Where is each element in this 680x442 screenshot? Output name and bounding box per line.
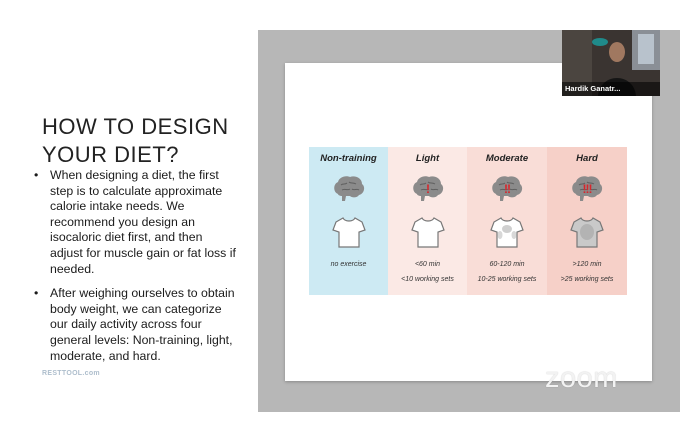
soaked-tshirt-icon: [570, 215, 604, 249]
intensity-marks: !: [426, 182, 429, 196]
level-column-light: [388, 147, 467, 295]
watermark-logo: RESTTOOL.com: [42, 370, 100, 377]
level-header: Non-training: [320, 153, 377, 164]
bullet-item: [32, 168, 237, 277]
level-header: Hard: [576, 153, 598, 164]
level-header: Light: [415, 153, 440, 164]
tshirt-icon: [332, 215, 366, 249]
level-column-moderate: [467, 147, 547, 295]
bullet-item: [32, 286, 237, 364]
bullet-dot: •: [34, 286, 39, 301]
activity-levels-figure: [285, 63, 652, 381]
sets-label: <10 working sets: [401, 276, 454, 283]
slide-title: [42, 113, 252, 169]
level-column-non-training: [309, 147, 388, 295]
duration-label: 60-120 min: [489, 261, 525, 268]
sets-label: 10-25 working sets: [477, 276, 537, 283]
sweaty-tshirt-icon: [490, 215, 524, 249]
level-header: Moderate: [485, 153, 529, 164]
duration-label: >120 min: [572, 261, 602, 268]
tshirt-icon: [411, 215, 445, 249]
duration-label: no exercise: [330, 261, 367, 268]
bullet-text: When designing a diet, the first step is to calculate approximate calorie intake needs. We recommend you design an isocaloric diet first, and then adjust for muscle gain or fat loss if needed.: [50, 168, 236, 276]
zoom-logo-watermark: zoom: [545, 362, 618, 394]
brain-icon: [332, 174, 366, 204]
slide-title-line2: YOUR DIET?: [42, 142, 180, 167]
sets-label: >25 working sets: [560, 276, 614, 283]
top-letterbox: [0, 0, 680, 30]
participant-video-tile[interactable]: [562, 30, 660, 96]
participant-name-label: Hardik Ganatr...: [562, 82, 660, 96]
intensity-marks: !!: [504, 182, 510, 196]
bottom-letterbox: [0, 412, 680, 442]
slide-title-line1: HOW TO DESIGN: [42, 114, 229, 139]
intensity-marks: !!!: [582, 182, 592, 196]
bullet-text: After weighing ourselves to obtain body weight, we can categorize our daily activity across four general levels: Non-training, light, moderate, and hard.: [50, 286, 235, 363]
level-column-hard: [547, 147, 627, 295]
duration-label: <60 min: [414, 261, 441, 268]
slide-bullet-list: [32, 168, 237, 373]
bullet-dot: •: [34, 168, 39, 182]
